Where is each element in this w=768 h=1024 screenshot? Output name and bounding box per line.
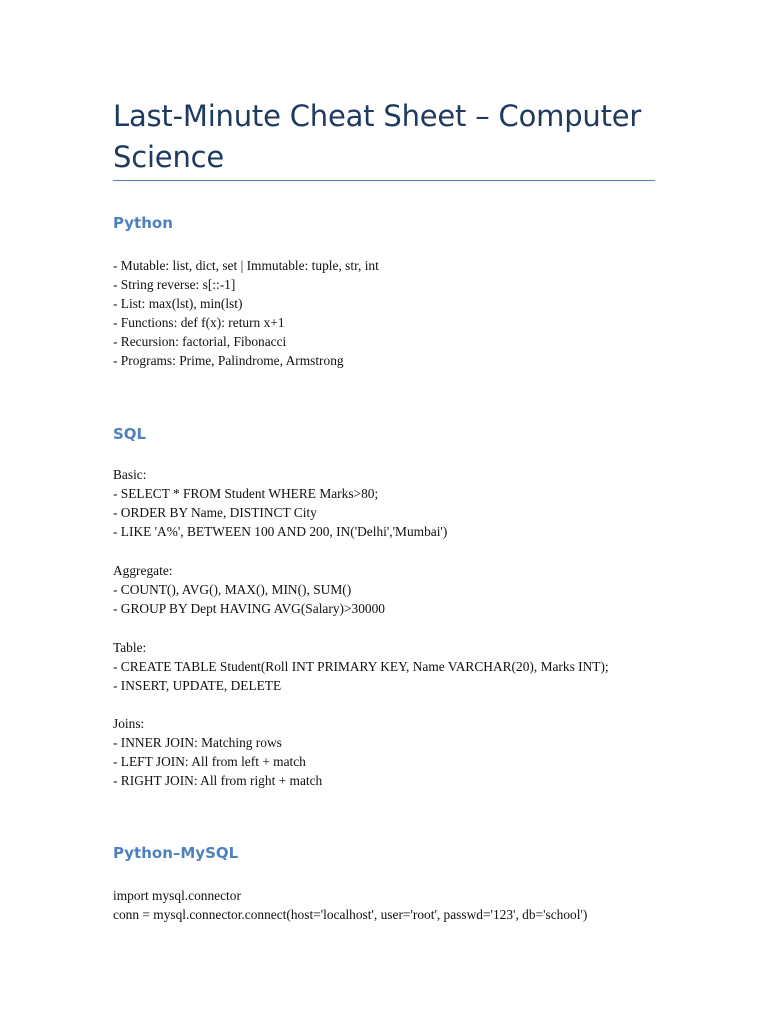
title-underline <box>113 180 655 181</box>
text-line: - Mutable: list, dict, set | Immutable: tuple, str, int <box>113 258 379 273</box>
block-label: Joins: <box>113 716 145 731</box>
sql-aggregate-notes <box>113 561 673 618</box>
text-line: - INSERT, UPDATE, DELETE <box>113 678 282 694</box>
block-label: Basic: <box>113 467 147 482</box>
text-line: - LEFT JOIN: All from left + match <box>113 754 306 770</box>
text-line: - RIGHT JOIN: All from right + match <box>113 773 323 789</box>
text-line: - CREATE TABLE Student(Roll INT PRIMARY KEY, Name VARCHAR(20), Marks INT); <box>113 659 609 675</box>
text-line: - GROUP BY Dept HAVING AVG(Salary)>30000 <box>113 601 386 617</box>
text-line: - SELECT * FROM Student WHERE Marks>80; <box>113 486 379 502</box>
sql-basic-notes <box>113 465 673 541</box>
text-line: - LIKE 'A%', BETWEEN 100 AND 200, IN('Delhi','Mumbai') <box>113 524 448 540</box>
section-heading-sql: SQL <box>113 425 147 443</box>
text-line: - INNER JOIN: Matching rows <box>113 735 282 751</box>
section-heading-python-mysql: Python–MySQL <box>113 844 239 862</box>
code-line: import mysql.connector <box>113 888 241 903</box>
text-line: - String reverse: s[::-1] <box>113 277 236 293</box>
python-mysql-notes <box>113 886 673 924</box>
text-line: - COUNT(), AVG(), MAX(), MIN(), SUM() <box>113 582 352 598</box>
python-notes <box>113 256 673 371</box>
text-line: - ORDER BY Name, DISTINCT City <box>113 505 317 521</box>
text-line: - Programs: Prime, Palindrome, Armstrong <box>113 353 344 369</box>
text-line: - Recursion: factorial, Fibonacci <box>113 334 287 350</box>
section-heading-python: Python <box>113 214 173 232</box>
page-title: Last-Minute Cheat Sheet – Computer Science <box>113 99 642 174</box>
block-label: Table: <box>113 640 147 655</box>
block-label: Aggregate: <box>113 563 173 578</box>
text-line: - Functions: def f(x): return x+1 <box>113 315 285 331</box>
sql-table-notes <box>113 638 673 695</box>
text-line: - List: max(lst), min(lst) <box>113 296 243 312</box>
code-line: conn = mysql.connector.connect(host='localhost', user='root', passwd='123', db='school') <box>113 907 588 923</box>
sql-joins-notes <box>113 714 673 790</box>
